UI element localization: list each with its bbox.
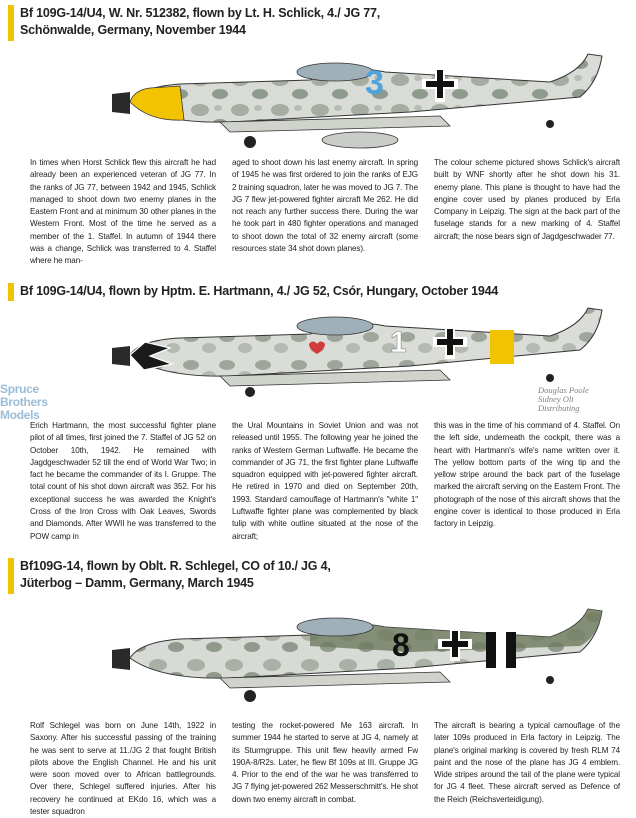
watermark-line: Brothers [0, 395, 48, 409]
heading-accent-bar [8, 558, 14, 594]
text-column: aged to shoot down his last enemy aircraft. In spring of 1945 he was first ordered to join the ranks of EJG 2 training squadron, later he was moved to JG 7. The JG 7 flew jet-powered fighter aircraft Me 262. He did not reach any further success there. During the war he took part in 480 fighter operations and managed to shoot down the total of 32 enemy aircraft (some resources state 34 shot down planes). [232, 158, 418, 254]
section-heading [8, 5, 380, 41]
text-columns [30, 420, 620, 543]
watermark-line: Distributing [538, 403, 580, 413]
heading-line: Schönwalde, Germany, November 1944 [20, 23, 246, 37]
aircraft-profile-illustration [110, 300, 610, 400]
text-column: In times when Horst Schlick flew this aircraft he had already been an experienced veteran of JG 77. In the ranks of JG 77, between 1942 and 1945, Schlick managed to shoot down two enemy planes in the Eastern Front and at minimum 30 other planes in the Western Front. Most of the time he served as a member of the 1. Staffel. In autumn of 1944 there was a change, Schlick was transferred to 4. Staffel where he man- [30, 158, 216, 266]
watermark-line: Spruce [0, 382, 39, 396]
heading-accent-bar [8, 283, 14, 301]
heading-line: Bf109G-14, flown by Oblt. R. Schlegel, CO of 10./ JG 4, [20, 559, 331, 573]
heading-line: Bf 109G-14/U4, W. Nr. 512382, flown by Lt. H. Schlick, 4./ JG 77, [20, 6, 381, 20]
watermark-line: Sidney Olt [538, 394, 574, 404]
distributor-watermark [538, 386, 589, 413]
section-heading [8, 558, 331, 594]
spruce-brothers-watermark [0, 383, 78, 422]
text-column: testing the rocket-powered Me 163 aircraft. In summer 1944 he started to serve at JG 4, namely at its Sturmgruppe. This unit flew heavily armed Fw 190A-8/R2s. Later, he flew Bf 109s at III. Gruppe JG 4. Prior to the end of the war he was transferred to JG 7 flying jet-powered 262 Messerschmitt's. He shot down two enemy aircraft in combat. [232, 721, 418, 804]
plane-number: 1 [390, 326, 407, 359]
plane-number: 3 [365, 64, 384, 102]
text-columns [30, 157, 620, 268]
section-heading [8, 283, 498, 301]
watermark-line: Douglas Poole [538, 385, 589, 395]
aircraft-profile-illustration [110, 596, 610, 706]
text-column: Rolf Schlegel was born on June 14th, 1922 in Saxony. After his successful passing of the training he was sent to serve at 11./JG 2 that fought British pilots above the English Channel. He and his unit were soon moved over to African battlegrounds. Over there, Schlegel suffered injuries. After his recovery he continued at EKdo 16, which was a tester squadron [30, 721, 216, 817]
text-columns [30, 720, 620, 818]
text-column: Erich Hartmann, the most successful fighter plane pilot of all times, first joined the 7. Staffel of JG 52 on October 10th, 1942. He remained with Jagdgeschwader 52 till the end of World War Two; in fact he became the commander of its I. Gruppe. The total count of his shot down aircraft was 352. For his exceptional success he was awarded the Knight's Cross of the Iron Cross with Oak Leaves, Swords and Diamonds. After WWII he was transferred to the POW camp in [30, 421, 216, 541]
watermark-line: Models [0, 408, 40, 422]
plane-number: 8 [392, 627, 410, 663]
text-column: this was in the time of his command of 4. Staffel. On the left side, underneath the cockpit, there was a heart with Hartmann's wife's name written over it. The yellow bottom parts of the wing tip and the yellow stripe around the back part of the fuselage marked the aircraft serving on the Eastern Front. The photograph of the nose of this aircraft shows that the engine cover is identical to those produced in Erla factory in Leipzig. [434, 421, 620, 529]
text-column: The aircraft is bearing a typical camouflage of the later 109s produced in Erla factory in Leipzig. The plane's original marking is covered by fresh RLM 74 paint and the nose of the plane has JG 4 emblem. Wide stripes around the tail of the plane were typical for JG 4 fleet. These aircraft served as Defence of the Reich (Reichsverteidigung). [434, 721, 620, 804]
text-column: the Ural Mountains in Soviet Union and was not released until 1955. The following year he joined the ranks of Western German Luftwaffe. He became the commander of JG 71, the first fighter plane Luftwaffe squadron equipped with jet-powered fighter aircraft. He retired in 1970 and died on September 20th, 1993. Standard camouflage of Hartmann's "white 1" Luftwaffe fighter plane was complemented by black tulip with white outline situated at the nose of the aircraft; [232, 421, 418, 541]
text-column: The colour scheme pictured shows Schlick's aircraft built by WNF shortly after he shot down his 31. enemy plane. This plane is thought to have had the engine cover used by planes produced by Erla Company in Leipzig. The sign at the back part of the fuselage stands for a new marking of 4. Staffel aircraft; the nose bears sign of Jagdgeschwader 77. [434, 158, 620, 241]
aircraft-profile-illustration [110, 42, 610, 152]
heading-line: Bf 109G-14/U4, flown by Hptm. E. Hartmann, 4./ JG 52, Csór, Hungary, October 1944 [20, 284, 499, 298]
heading-accent-bar [8, 5, 14, 41]
heading-line: Jüterbog – Damm, Germany, March 1945 [20, 576, 254, 590]
